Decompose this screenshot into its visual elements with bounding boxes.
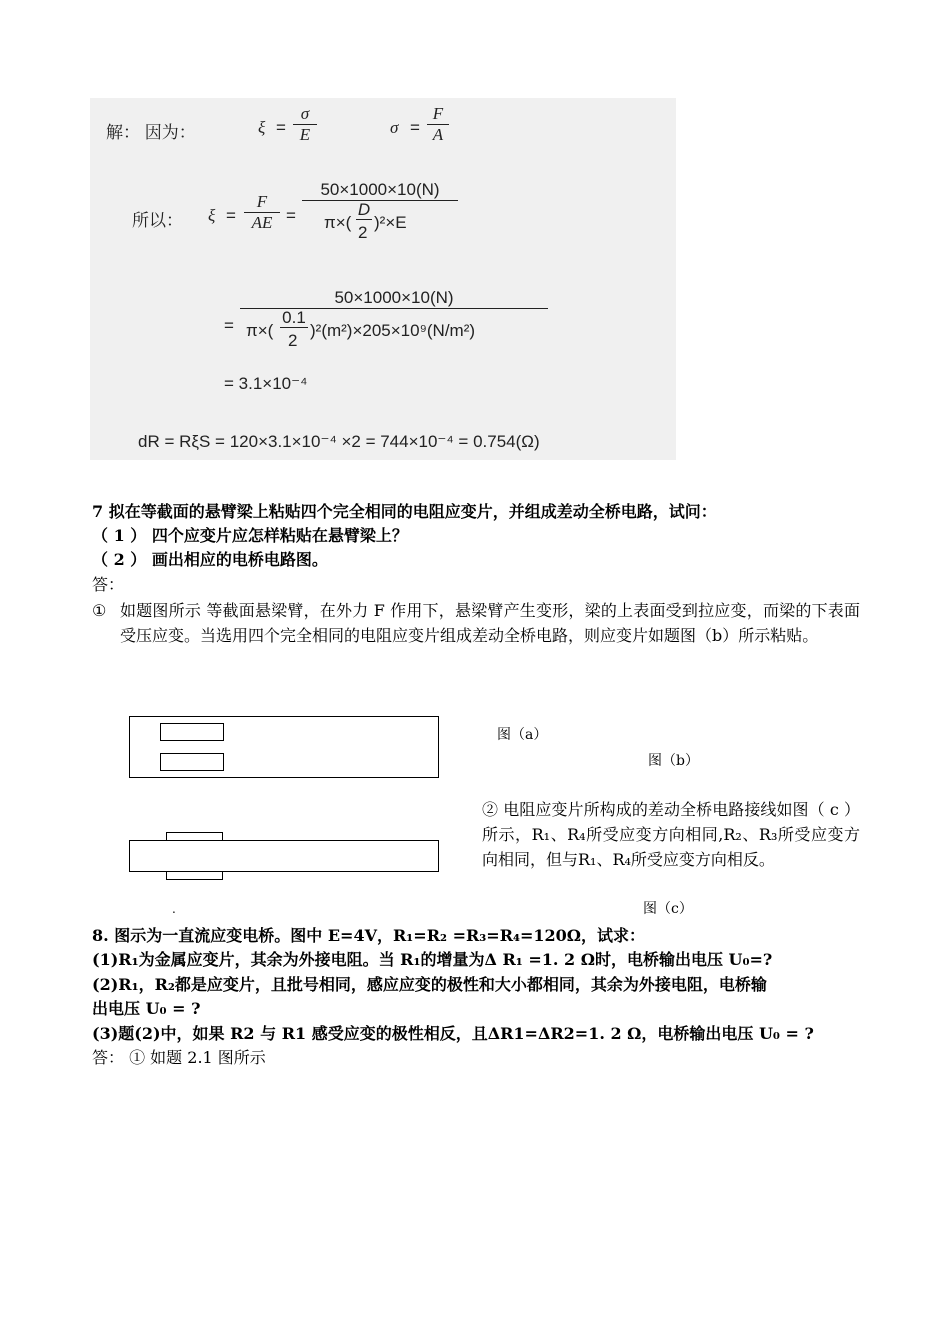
- resistance-change-formula: dR = RξS = 120×3.1×10⁻⁴ ×2 = 744×10⁻⁴ = 0.754(Ω): [138, 432, 540, 451]
- q8-title: 8. 图示为一直流应变电桥。图中 E=4V，R₁=R₂ =R₃=R₄=120Ω，试求：: [92, 926, 646, 945]
- q8-sub2-line2: 出电压 U₀ = ?: [92, 999, 201, 1018]
- equals-sign: =: [224, 316, 234, 335]
- q8-sub3: (3)题(2)中，如果 R2 与 R1 感受应变的极性相反，且ΔR1=ΔR2=1. 2 Ω，电桥输出电压 U₀ = ?: [92, 1024, 814, 1043]
- therefore-label: 所以：: [132, 211, 183, 230]
- sigma-over-e-fraction: σ E: [293, 104, 317, 145]
- q7-sub2: （ 2 ） 画出相应的电桥电路图。: [92, 550, 328, 569]
- strain-gauge-upper-surface: [166, 832, 223, 841]
- q7-answer-label: 答：: [92, 575, 125, 594]
- main-fraction: 50×1000×10(N) π×( D 2 )²×E: [302, 180, 458, 245]
- strain-gauge-top-1: [160, 723, 224, 741]
- strain-gauge-lower-surface: [166, 871, 223, 880]
- xi-symbol: ξ: [258, 118, 266, 137]
- q8-answer: 答： ① 如题 2.1 图所示: [92, 1048, 266, 1067]
- f-over-a-fraction: F A: [427, 104, 449, 145]
- dot-mark: .: [172, 902, 176, 916]
- equals-sign: =: [276, 118, 286, 137]
- q7-answer-para1: 如题图所示 等截面悬梁臂，在外力 F 作用下，悬梁臂产生变形，梁的上表面受到拉应变，而梁的下表面受压应变。当选用四个完全相同的电阻应变片组成差动全桥电路，则应变片如题图（b）所示粘贴。: [120, 601, 860, 645]
- equals-sign: =: [226, 206, 236, 225]
- f-over-ae-fraction: F AE: [244, 192, 280, 233]
- sigma-symbol: σ: [390, 118, 399, 137]
- q7-sub1: （ 1 ） 四个应变片应怎样粘贴在悬臂梁上？: [92, 526, 408, 545]
- solution-intro: 解： 因为：: [106, 123, 196, 142]
- q7-circle-one: ①: [92, 601, 107, 620]
- xi-symbol: ξ: [208, 206, 216, 225]
- figure-a-caption: 图（a）: [497, 727, 548, 743]
- beam-side-view: [129, 840, 439, 872]
- strain-result: = 3.1×10⁻⁴: [224, 374, 308, 393]
- substituted-fraction: 50×1000×10(N) π×( 0.1 2 )²(m²)×205×10⁹(N/m²): [240, 288, 548, 353]
- strain-gauge-top-2: [160, 753, 224, 771]
- q7-answer-para2: ② 电阻应变片所构成的差动全桥电路接线如图（ c ）所示，R₁、R₄所受应变方向相同,R₂、R₃所受应变方向相同，但与R₁、R₄所受应变方向相反。: [482, 800, 860, 869]
- q7-title: 7 拟在等截面的悬臂梁上粘贴四个完全相同的电阻应变片，并组成差动全桥电路，试问：: [92, 502, 717, 521]
- equals-sign: =: [410, 118, 420, 137]
- solution-formula-image: [90, 98, 676, 460]
- equals-sign: =: [286, 206, 296, 225]
- figure-c-caption: 图（c）: [643, 901, 693, 917]
- figure-b-caption: 图（b）: [648, 753, 699, 769]
- q8-sub1: (1)R₁为金属应变片，其余为外接电阻。当 R₁的增量为Δ R₁ =1. 2 Ω时，电桥输出电压 U₀=?: [92, 950, 773, 969]
- q8-sub2-line1: (2)R₁，R₂都是应变片，且批号相同，感应应变的极性和大小都相同，其余为外接电阻，电桥输: [92, 975, 767, 994]
